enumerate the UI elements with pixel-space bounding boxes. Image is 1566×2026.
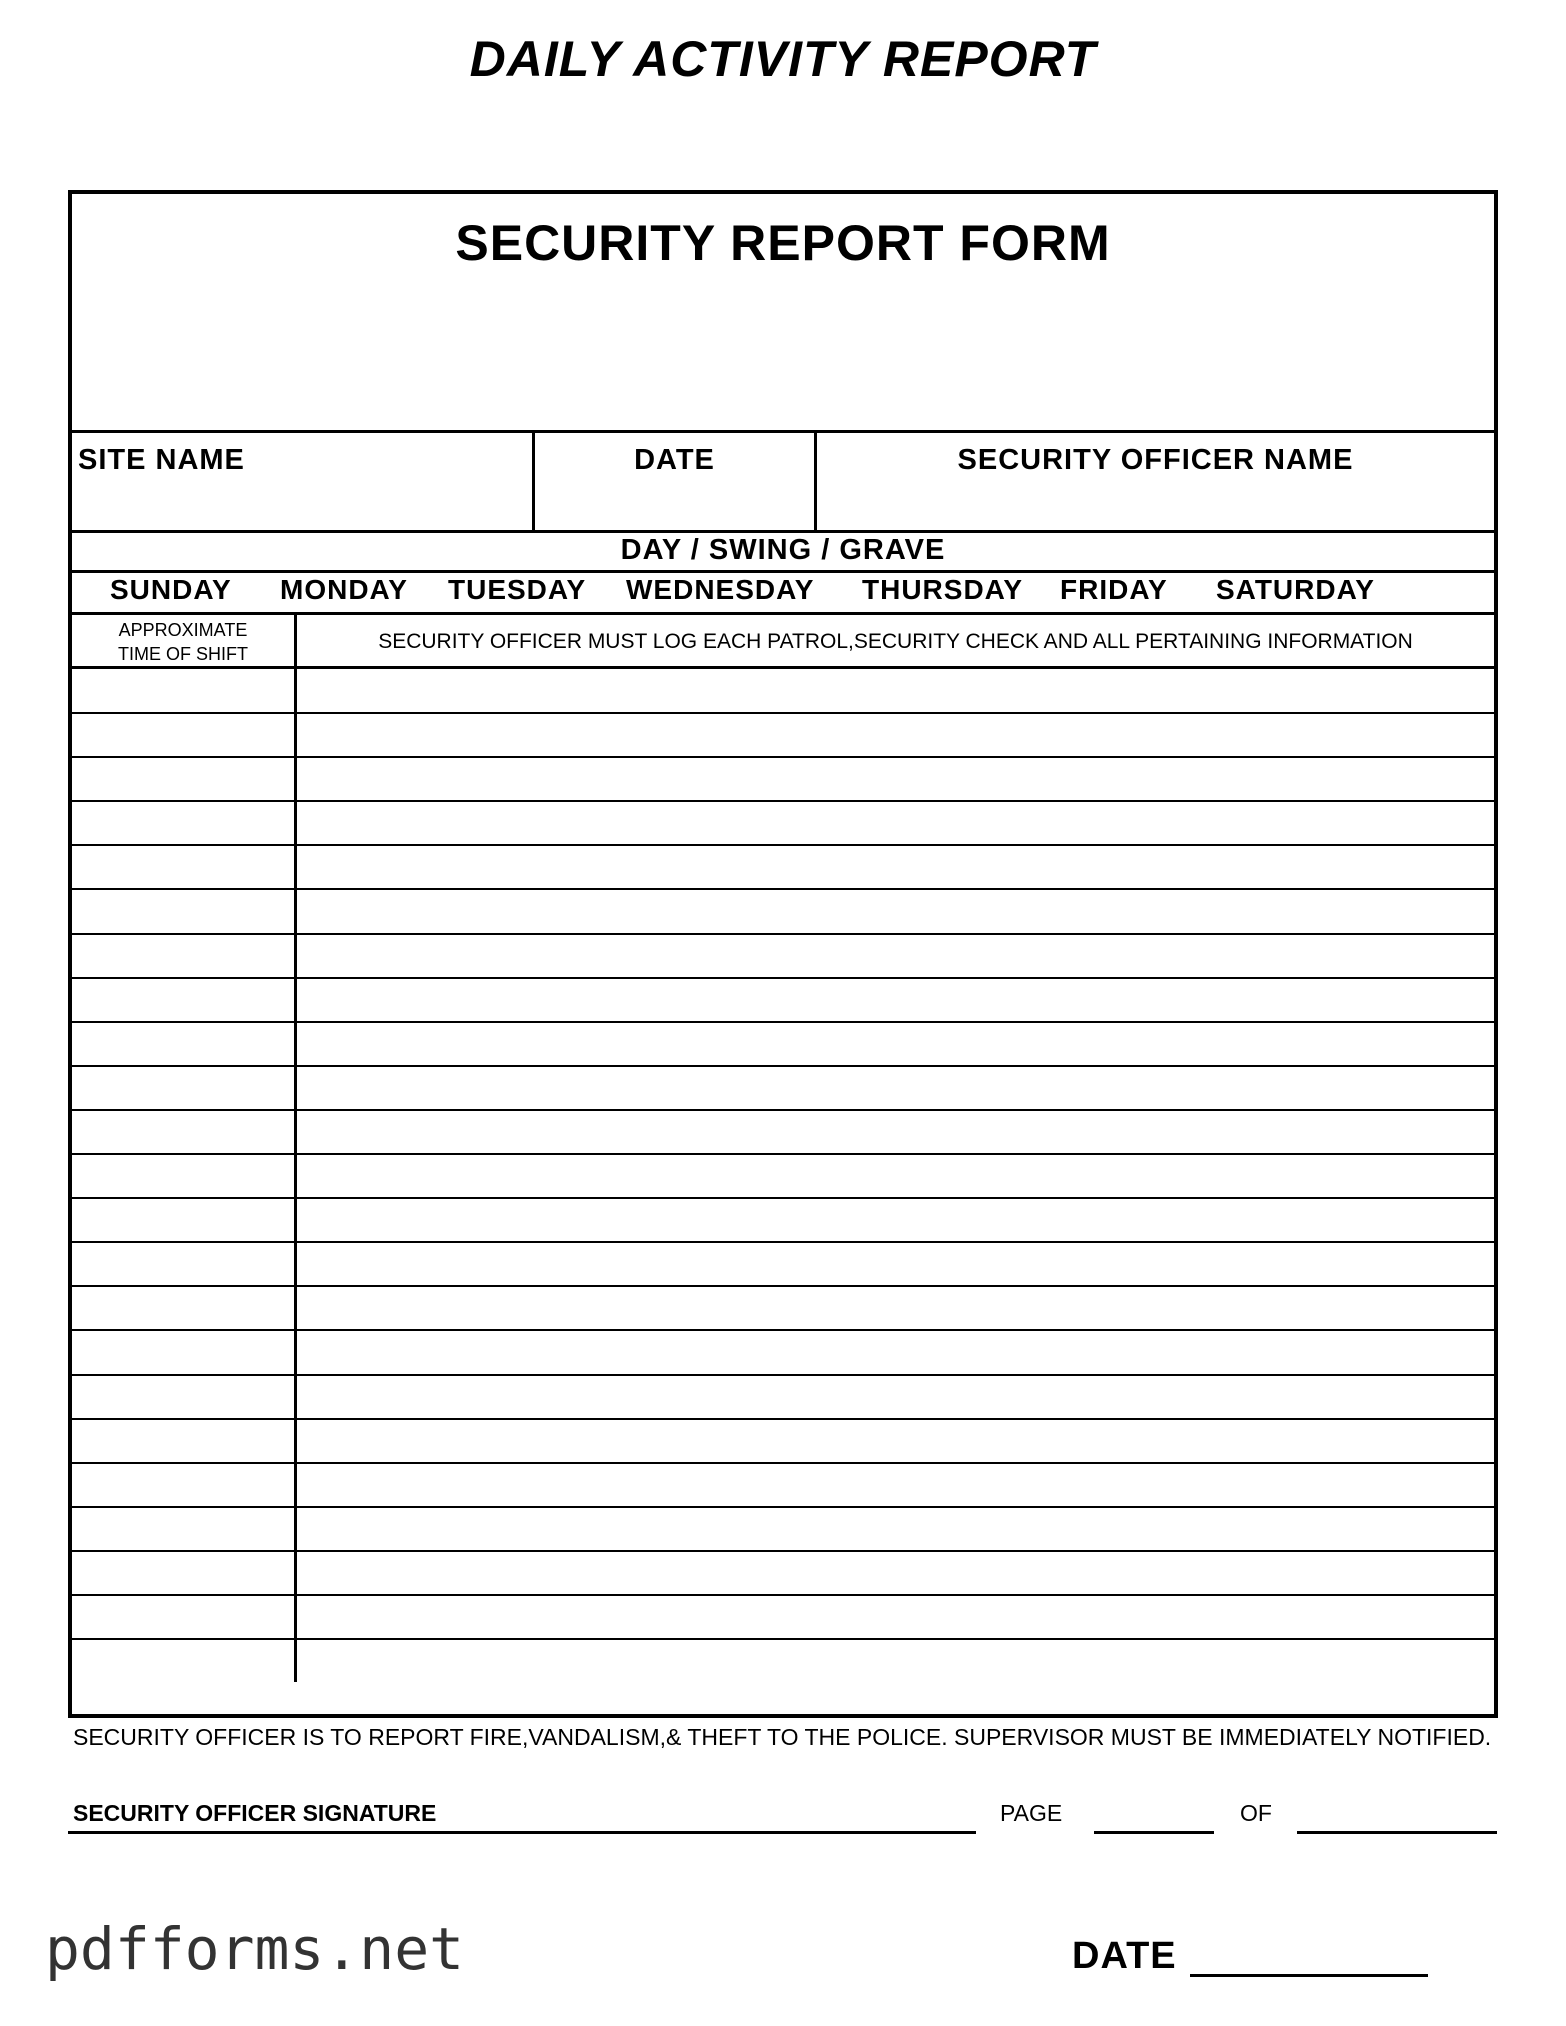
log-cell[interactable]: [297, 846, 1494, 888]
log-cell[interactable]: [297, 1552, 1494, 1594]
log-cell[interactable]: [297, 714, 1494, 756]
log-cell[interactable]: [297, 1287, 1494, 1329]
table-row: [72, 1374, 1494, 1418]
table-row: [72, 756, 1494, 800]
table-row: [72, 1285, 1494, 1329]
site-name-field[interactable]: SITE NAME: [78, 444, 245, 476]
time-cell[interactable]: [72, 1199, 297, 1241]
log-column-header: SECURITY OFFICER MUST LOG EACH PATROL,SECURITY CHECK AND ALL PERTAINING INFORMATION: [378, 630, 1413, 653]
form-title: SECURITY REPORT FORM: [455, 215, 1111, 271]
signature-field[interactable]: [68, 1831, 976, 1834]
divider: [72, 530, 1494, 533]
footer-date-label: DATE: [1072, 1935, 1177, 1977]
log-cell[interactable]: [297, 802, 1494, 844]
security-report-form: [68, 190, 1498, 1718]
page-label: PAGE: [1000, 1800, 1063, 1826]
log-cell[interactable]: [297, 1199, 1494, 1241]
table-row: [72, 1329, 1494, 1373]
log-cell[interactable]: [297, 935, 1494, 977]
table-row: [72, 844, 1494, 888]
time-cell[interactable]: [72, 1331, 297, 1373]
table-row: [72, 1197, 1494, 1241]
time-cell[interactable]: [72, 1464, 297, 1506]
log-cell[interactable]: [297, 1155, 1494, 1197]
time-cell[interactable]: [72, 1155, 297, 1197]
date-field[interactable]: DATE: [634, 444, 715, 476]
log-cell[interactable]: [297, 1596, 1494, 1638]
time-cell[interactable]: [72, 1552, 297, 1594]
log-cell[interactable]: [297, 979, 1494, 1021]
log-cell[interactable]: [297, 890, 1494, 932]
divider: [72, 430, 1494, 433]
time-cell[interactable]: [72, 935, 297, 977]
log-rows: [72, 668, 1494, 1682]
log-cell[interactable]: [297, 1023, 1494, 1065]
log-cell[interactable]: [297, 1376, 1494, 1418]
time-column-header-line1: APPROXIMATE: [118, 620, 248, 640]
time-cell[interactable]: [72, 802, 297, 844]
time-cell[interactable]: [72, 890, 297, 932]
log-cell[interactable]: [297, 668, 1494, 712]
time-cell[interactable]: [72, 1111, 297, 1153]
shift-options[interactable]: DAY / SWING / GRAVE: [620, 534, 946, 566]
page-number-field[interactable]: [1094, 1831, 1214, 1834]
table-row: [72, 668, 1494, 712]
signature-label: SECURITY OFFICER SIGNATURE: [73, 1800, 437, 1826]
table-row: [72, 1021, 1494, 1065]
log-cell[interactable]: [297, 1111, 1494, 1153]
document-title: DAILY ACTIVITY REPORT: [469, 31, 1097, 87]
log-cell[interactable]: [297, 1243, 1494, 1285]
table-row: [72, 1109, 1494, 1153]
page-total-field[interactable]: [1297, 1831, 1497, 1834]
table-row: [72, 888, 1494, 932]
day-wednesday[interactable]: WEDNESDAY: [626, 574, 815, 605]
day-thursday[interactable]: THURSDAY: [862, 574, 1023, 605]
table-row: [72, 1462, 1494, 1506]
time-column-header-line2: TIME OF SHIFT: [118, 644, 248, 664]
table-row: [72, 1153, 1494, 1197]
time-column-header: [72, 618, 294, 666]
day-tuesday[interactable]: TUESDAY: [448, 574, 587, 605]
time-cell[interactable]: [72, 758, 297, 800]
time-cell[interactable]: [72, 1508, 297, 1550]
day-friday[interactable]: FRIDAY: [1060, 574, 1168, 605]
time-cell[interactable]: [72, 1287, 297, 1329]
table-row: [72, 1241, 1494, 1285]
table-row: [72, 1550, 1494, 1594]
time-cell[interactable]: [72, 979, 297, 1021]
time-cell[interactable]: [72, 714, 297, 756]
time-cell[interactable]: [72, 1596, 297, 1638]
time-cell[interactable]: [72, 1376, 297, 1418]
log-cell[interactable]: [297, 1420, 1494, 1462]
notice-text: SECURITY OFFICER IS TO REPORT FIRE,VANDALISM,& THEFT TO THE POLICE. SUPERVISOR MUST BE IMMEDIATELY NOTIFIED.: [73, 1724, 1492, 1750]
days-of-week: [72, 574, 1494, 610]
table-row: [72, 712, 1494, 756]
log-cell[interactable]: [297, 1640, 1494, 1682]
table-row: [72, 1638, 1494, 1682]
table-row: [72, 1506, 1494, 1550]
log-cell[interactable]: [297, 1331, 1494, 1373]
table-row: [72, 1065, 1494, 1109]
day-monday[interactable]: MONDAY: [280, 574, 408, 605]
day-saturday[interactable]: SATURDAY: [1216, 574, 1375, 605]
time-cell[interactable]: [72, 846, 297, 888]
officer-name-field[interactable]: SECURITY OFFICER NAME: [957, 444, 1354, 476]
table-row: [72, 933, 1494, 977]
of-label: OF: [1240, 1800, 1272, 1826]
table-row: [72, 1418, 1494, 1462]
day-sunday[interactable]: SUNDAY: [110, 574, 232, 605]
divider: [72, 570, 1494, 573]
divider: [72, 612, 1494, 615]
log-cell[interactable]: [297, 1067, 1494, 1109]
time-cell[interactable]: [72, 1023, 297, 1065]
time-cell[interactable]: [72, 1243, 297, 1285]
table-row: [72, 1594, 1494, 1638]
time-cell[interactable]: [72, 1420, 297, 1462]
time-cell[interactable]: [72, 1067, 297, 1109]
footer-date-field[interactable]: [1190, 1974, 1428, 1977]
time-cell[interactable]: [72, 668, 297, 712]
log-cell[interactable]: [297, 1464, 1494, 1506]
table-row: [72, 977, 1494, 1021]
log-cell[interactable]: [297, 1508, 1494, 1550]
time-cell[interactable]: [72, 1640, 297, 1682]
log-cell[interactable]: [297, 758, 1494, 800]
table-row: [72, 800, 1494, 844]
watermark: pdfforms.net: [45, 1915, 465, 1983]
